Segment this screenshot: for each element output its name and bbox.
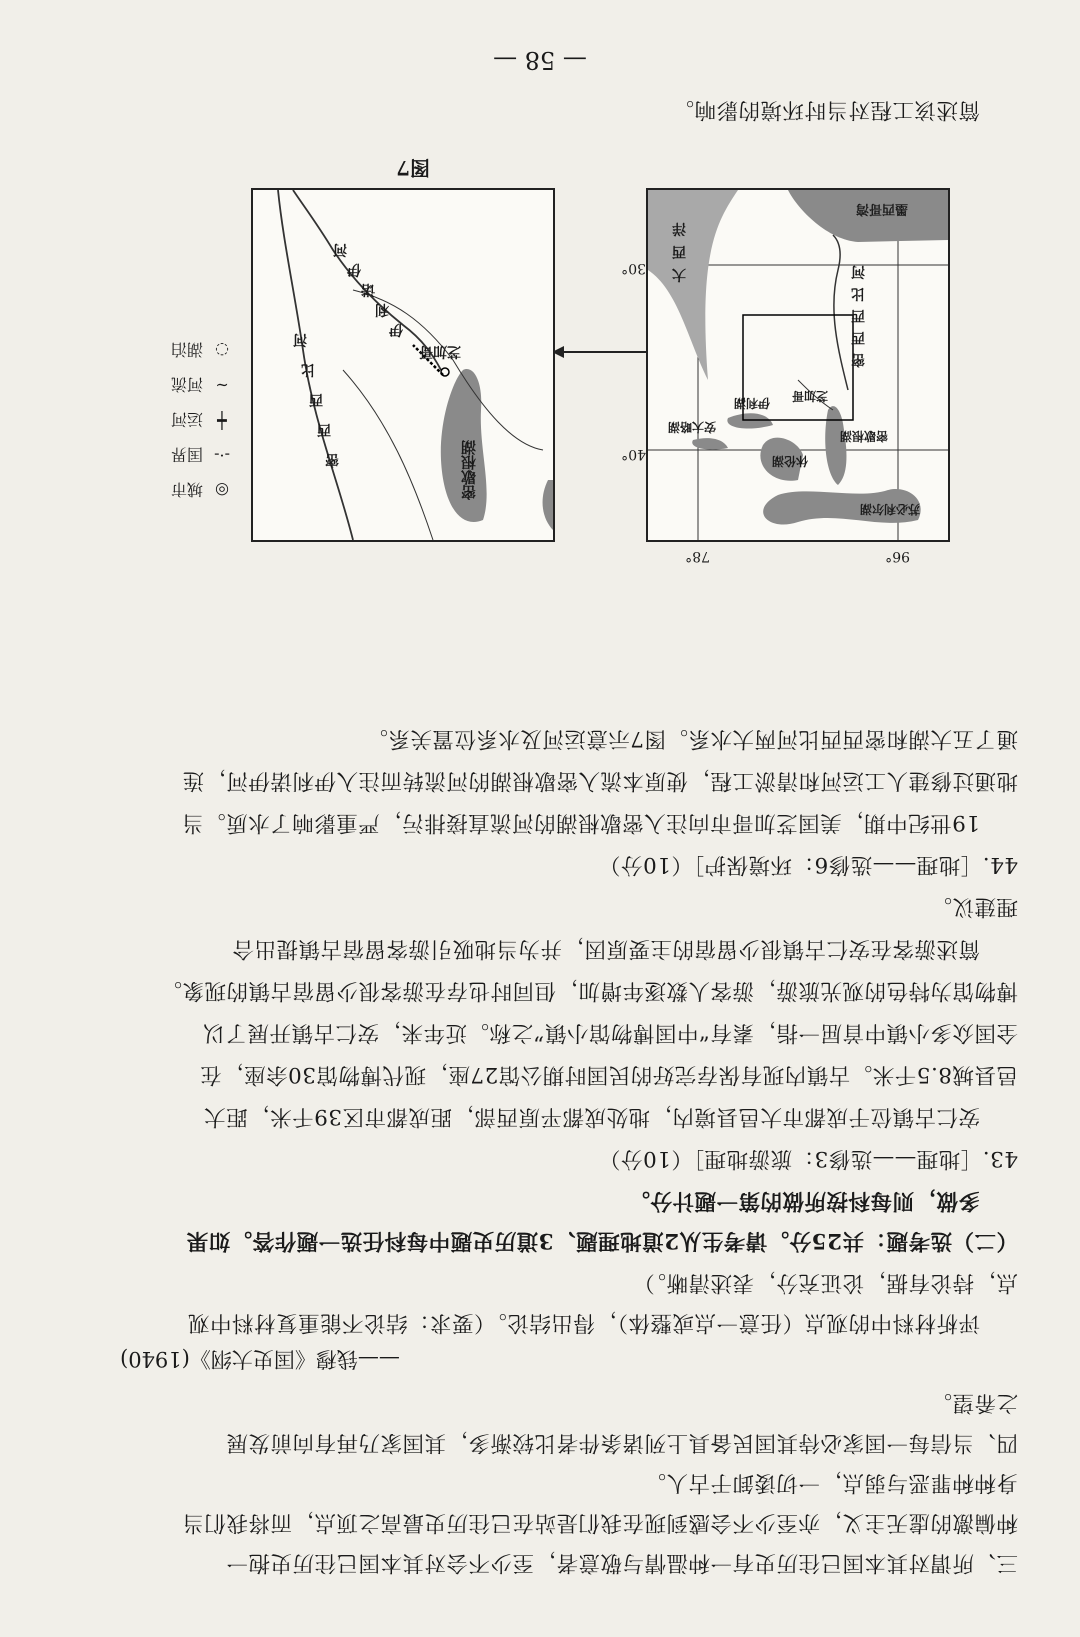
text-line: 之希望。 bbox=[929, 1390, 1018, 1415]
map-label: 比 bbox=[851, 285, 865, 301]
detail-map bbox=[251, 188, 555, 542]
task-line: 点，持论有据，论证充分，表述清晰。） bbox=[632, 1270, 1018, 1295]
map-label: 休伦湖 bbox=[771, 454, 808, 468]
legend-item bbox=[171, 409, 235, 432]
lake-shape bbox=[543, 480, 553, 530]
text-line: 四、当信每一国家必待其国民备具上列诸条件者比较渐多，其国家乃再有向前发展 bbox=[225, 1430, 1018, 1455]
map-label: 诺 bbox=[361, 281, 375, 297]
map-label: 利 bbox=[375, 301, 389, 317]
latitude-label: 40° bbox=[621, 446, 646, 462]
legend-label: 运河 bbox=[170, 410, 203, 429]
legend-item bbox=[171, 444, 235, 467]
page-number: — 58 — bbox=[493, 46, 587, 74]
map-label: 伊 bbox=[389, 321, 403, 337]
figure-caption: 图7 bbox=[396, 156, 430, 180]
map-label: 苏必利尔湖 bbox=[859, 502, 920, 516]
longitude-label: 96° bbox=[885, 548, 910, 564]
legend-label: 城市 bbox=[170, 480, 203, 499]
map-label: 西 bbox=[317, 421, 331, 437]
legend-item bbox=[171, 374, 235, 397]
map-label: 西 bbox=[309, 391, 323, 407]
map-label: 密 bbox=[851, 351, 865, 367]
map-label: 安大略湖 bbox=[667, 420, 716, 434]
map-label: 伊利湖 bbox=[733, 396, 770, 410]
arrow-icon bbox=[550, 342, 650, 362]
detail-map-drawing bbox=[253, 190, 553, 540]
latitude-label: 30° bbox=[621, 260, 646, 276]
q43-line: 邑县城8.5千米。古镇内现有保存完好的民国时期公馆27座，现代博物馆30余座，在 bbox=[199, 1062, 1018, 1087]
task-line: 评析材料中的观点（任意一点或整体），得出结论。（要求：结论不能重复材料中观 bbox=[187, 1310, 980, 1335]
figure-7 bbox=[120, 156, 950, 564]
q44-header: 44.［地理——选修6：环境保护］（10分） bbox=[598, 852, 1018, 877]
overview-map bbox=[646, 188, 950, 542]
text-line: 种偏激的虚无主义，亦至少不会感到现在我们是站在已往历史最高之顶点，而将我们当 bbox=[181, 1510, 1018, 1535]
q43-line: 安仁古镇位于成都市大邑县境内，地处成都平原西部，距成都市区39千米，距大 bbox=[203, 1104, 980, 1129]
map-label: 密 bbox=[325, 451, 339, 467]
map-label: 芝加哥 bbox=[791, 389, 828, 403]
q43-line: 简述游客在安仁古镇很少留宿的主要原因，并为当地吸引游客留宿古镇提出合 bbox=[231, 936, 980, 961]
q43-header: 43.［地理——选修3：旅游地理］（10分） bbox=[598, 1146, 1018, 1171]
legend-label: 河流 bbox=[170, 375, 203, 394]
q44-question: 简述该工程对当时环境的影响。 bbox=[671, 97, 980, 122]
q43-line: 全国众多小镇中首屈一指，素有“中国博物馆小镇”之称。近年来，安仁古镇开展了以 bbox=[203, 1020, 1018, 1045]
legend-item bbox=[171, 339, 235, 362]
q44-line: 通了五大湖和密西西比河两大水系。图7示意运河及水系位置关系。 bbox=[365, 726, 1018, 751]
chicago-city-marker bbox=[441, 368, 449, 376]
map-label: 西 bbox=[851, 329, 865, 345]
map-label: 伊 bbox=[347, 261, 361, 277]
elective-heading: 多做，则每科按所做的第一题计分。 bbox=[627, 1188, 980, 1213]
map-label: 河 bbox=[851, 263, 865, 279]
lake-icon: ◌ bbox=[215, 341, 229, 360]
map-label: 墨西哥湾 bbox=[855, 201, 908, 216]
river-icon: ∼ bbox=[215, 376, 229, 395]
lake-erie-shape bbox=[727, 413, 773, 428]
atlantic-ocean-shape bbox=[648, 190, 738, 380]
text-line: 身种种罪恶与弱点，一切诿卸于古人。 bbox=[643, 1470, 1018, 1495]
legend-item bbox=[171, 479, 235, 502]
legend-label: 湖泊 bbox=[170, 340, 203, 359]
map-label: 河 bbox=[333, 241, 347, 257]
elective-heading: （二）选考题：共25分。请考生从2道地理题、3道历史题中每科任选一题作答。如果 bbox=[186, 1228, 1018, 1253]
canal-icon: ┿ bbox=[217, 411, 227, 430]
map-label: 河 bbox=[293, 331, 307, 347]
map-label: 西 bbox=[672, 243, 686, 259]
legend-label: 国界 bbox=[170, 445, 203, 464]
attribution: ——钱穆《国史大纲》(1940) bbox=[120, 1347, 400, 1371]
river-line bbox=[343, 370, 433, 540]
map-label: 比 bbox=[301, 361, 315, 377]
map-label: 洋 bbox=[672, 220, 686, 236]
q43-line: 理建议。 bbox=[929, 894, 1018, 919]
map-label: 西 bbox=[851, 307, 865, 323]
map-label: 大 bbox=[672, 266, 686, 282]
map-legend bbox=[171, 327, 235, 502]
overview-map-drawing bbox=[648, 190, 948, 540]
q43-line: 博物馆为特色的观光旅游，游客人数逐年增加，但同时也存在游客很少留宿古镇的现象。 bbox=[159, 978, 1018, 1003]
map-label: 密歇根湖 bbox=[460, 440, 478, 500]
mississippi-river-line bbox=[833, 235, 848, 390]
lake-michigan-shape bbox=[825, 406, 846, 485]
city-icon: ◎ bbox=[215, 481, 229, 500]
map-label: 芝加哥 bbox=[419, 343, 461, 359]
border-icon: -·- bbox=[214, 446, 230, 465]
map-label: 密歇根湖 bbox=[839, 429, 888, 443]
longitude-label: 78° bbox=[685, 548, 710, 564]
q44-line: 19世纪中期，美国芝加哥市向注入密歇根湖的河流直接排污，严重影响了水质。当 bbox=[181, 810, 980, 835]
text-line: 三、所谓对其本国已往历史有一种温情与敬意者，至少不会对其本国已往历史抱一 bbox=[225, 1550, 1018, 1575]
q44-line: 地通过修建人工运河和清淤工程，使原本流入密歇根湖的河流转而注入伊利诺伊河，连 bbox=[181, 768, 1018, 793]
